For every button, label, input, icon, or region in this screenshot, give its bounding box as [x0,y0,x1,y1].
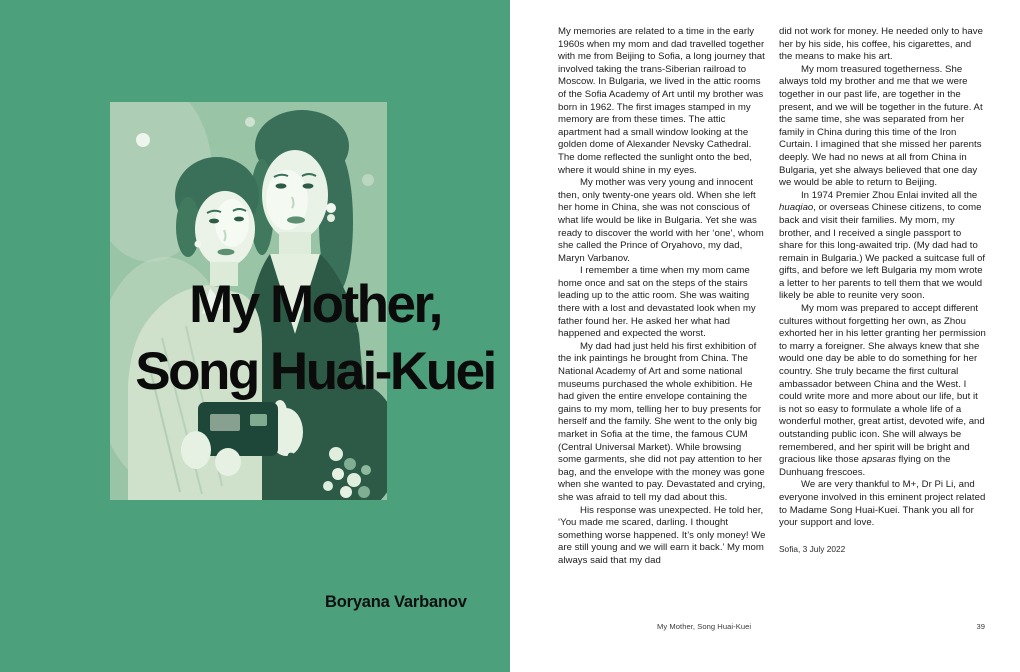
article-paragraph [779,479,987,529]
italic-term: huaqiao [779,202,814,214]
italic-term: apsaras [861,454,896,466]
text-segment: , or overseas Chinese citizens, to come back and visit their families. My mom, my brother, and I received a single passport to share for this long-awaited trip. (My dad had to remain in Bulgaria.) We packed a suitcase full of gifts, and before we left Bulgaria my mom wrote a letter to her parents to tell them that we would likely be able to reunite very soon. [779,202,986,302]
page-footer [657,622,985,631]
article-paragraph [779,190,987,303]
article-paragraph [779,26,987,64]
text-segment: My mother was very young and innocent then, only twenty-one years old. When she left her home in China, she was not conscious of what life would be like in Bulgaria. Yet she was ready to discover the world with her ‘one’, whom she called the Prince of Oryahovo, my dad, Maryn Varbanov. [558,177,764,264]
article-paragraph [558,505,766,568]
page-title-line2: Song Huai-Kuei [135,342,495,401]
text-segment: flying on the Dunhuang frescoes. [779,454,951,478]
article-paragraph [558,341,766,505]
text-column-1 [558,26,766,568]
running-footer-title: My Mother, Song Huai-Kuei [657,622,752,631]
text-segment: My dad had just held his first exhibition of the ink paintings he brought from China. The National Academy of Art and some national museums purchased the whole exhibition. He had given the entire envelope containing the gains to my mom, telling her to buy presents for herself and the family. She went to the only big market in Sofia at the time, the famous CUM (Central Universal Market). While browsing some garments, she did not pay attention to her bag, and the envelope with the money was gone when she wanted to pay. Devastated and crying, she was afraid to tell my dad about this. [558,340,766,503]
page-title [55,271,575,405]
article-paragraph [558,265,766,341]
page-title-line1: My Mother, [189,275,441,334]
text-segment: I remember a time when my mom came home once and sat on the steps of the stairs leading up to the attic room. She was waiting there with a lost and devastated look when my father found her. He asked her what had happened and expected the worst. [558,265,756,340]
dateline: Sofia, 3 July 2022 [779,543,846,554]
page-number: 39 [976,622,985,631]
text-segment: We are very thankful to M+, Dr Pi Li, and everyone involved in this eminent project related to Madame Song Huai-Kuei. Thank you all for your support and love. [779,479,986,529]
article-text [558,26,987,568]
text-column-2 [779,26,987,568]
article-paragraph [779,303,987,479]
article-paragraph [558,26,766,177]
article-paragraph [558,177,766,265]
text-segment: His response was unexpected. He told her, ‘You made me scared, darling. I thought something worse happened. It’s only money! We are still young and we will earn it back.’ My mom always said that my dad [558,504,766,566]
author-name: Boryana Varbanov [325,593,467,611]
article-paragraph [779,64,987,190]
text-segment: My mom treasured togetherness. She always told my brother and me that we were together in our past life, are together in the present, and we will be together in the future. At the same time, she was separated from her family in China during this time of the Iron Curtain. I imagined that she missed her parents deeply. We had no news at all from China in Bulgaria, yet she always believed that one day we would be able to return to Beijing. [779,63,983,189]
text-segment: My memories are related to a time in the early 1960s when my mom and dad travelled together with me from Beijing to Sofia, a long journey that involved taking the trans-Siberian railroad to Moscow. In Bulgaria, we lived in the attic rooms of the Sofia Academy of Art until my brother was born in 1962. The first images stamped in my memory are from these times. The attic apartment had a small window looking at the golden dome of Alexander Nevsky Cathedral. The dome reflected the sunlight onto the bed, where it would shine in my eyes. [558,26,765,176]
text-segment: did not work for money. He needed only to have her by his side, his coffee, his cigarettes, and the means to make his art. [779,26,983,63]
text-segment: In 1974 Premier Zhou Enlai invited all the [801,189,978,201]
text-segment: My mom was prepared to accept different cultures without forgetting her own, as Zhou exhorted her in his letter granting her permission to marry a foreigner. She always knew that she would one day be able to do something for her country. She truly became the first cultural ambassador between China and the West. I could write more and more about our life, but it is not so easy to formulate a whole life of a wonderful mother, great artist, devoted wife, and outstanding public icon. She will always be remembered, and her spirit will be bright and gracious like those [779,303,986,466]
